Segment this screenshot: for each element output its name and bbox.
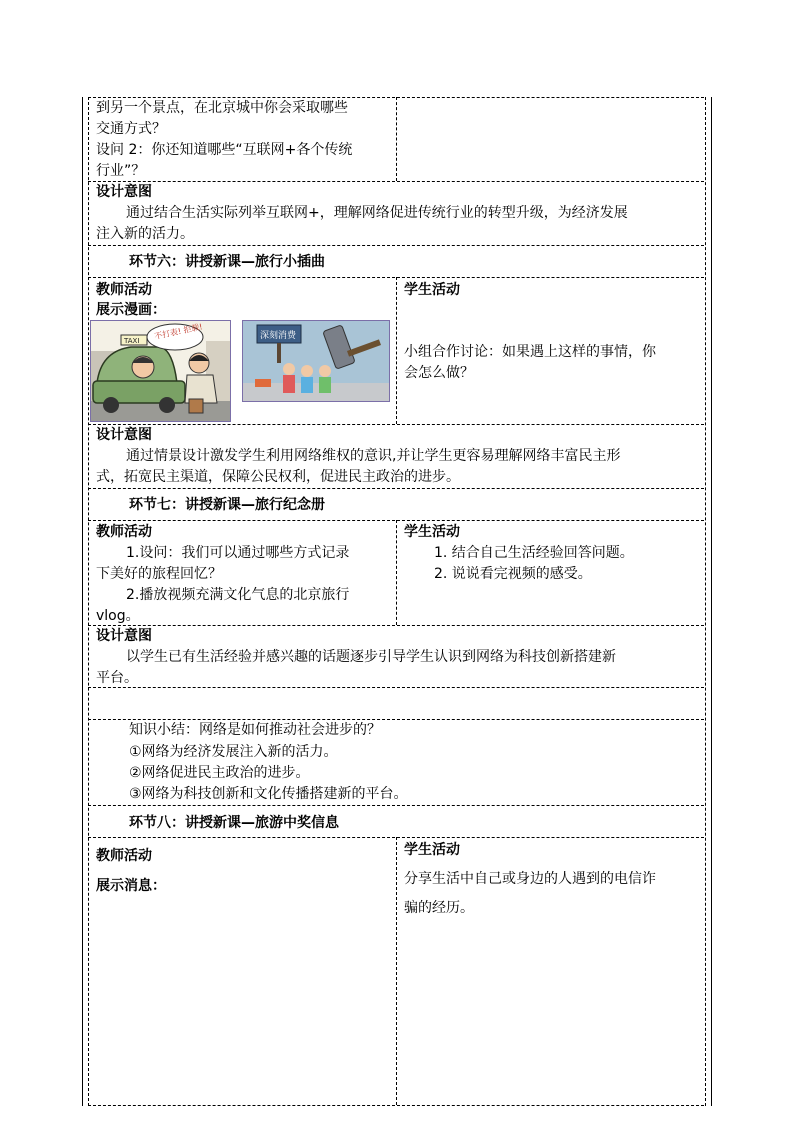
table-outer-border-right [711,97,712,1106]
design-intent-text: 以学生已有生活经验并感兴趣的话题逐步引导学生认识到网络为科技创新搭建新 [126,649,616,665]
knowledge-summary-text: ②网络促进民主政治的进步。 [129,765,310,781]
column-divider [396,520,397,625]
student-activity-heading: 学生活动 [404,524,460,540]
knowledge-summary-text: ①网络为经济发展注入新的活力。 [129,744,338,760]
student-activity-heading: 学生活动 [404,842,460,858]
row-divider [88,805,704,806]
teacher-activity-text: vlog。 [96,608,140,624]
teacher-activity-heading: 教师活动 [96,524,152,540]
show-comic-label: 展示漫画： [96,302,166,318]
teacher-activity-text: 下美好的旅程回忆？ [96,566,222,582]
student-activity-text: 小组合作讨论：如果遇上这样的事情，你 [404,344,656,360]
student-activity-item: 2. 说说看完视频的感受。 [434,566,592,582]
column-divider [396,277,397,424]
knowledge-summary-text: ③网络为科技创新和文化传播搭建新的平台。 [129,786,408,802]
student-activity-text: 会怎么做？ [404,365,474,381]
show-message-label: 展示消息： [96,878,166,894]
table-outer-border-left [82,97,83,1106]
question-text: 设问 2：你还知道哪些“互联网+各个传统 [96,142,353,158]
teacher-activity-text: 1.设问：我们可以通过哪些方式记录 [126,545,350,561]
question-text: 到另一个景点，在北京城中你会采取哪些 [96,100,348,116]
row-divider [88,424,704,425]
column-divider [396,837,397,1105]
row-divider [88,181,704,182]
taxi-comic-image [90,320,231,422]
design-intent-text: 平台。 [96,670,138,686]
row-divider [88,488,704,489]
student-activity-text: 分享生活中自己或身边的人遇到的电信诈 [404,871,656,887]
row-divider [88,625,704,626]
design-intent-heading: 设计意图 [96,427,152,443]
question-text: 交通方式？ [96,121,166,137]
consumer-rights-comic-image [242,320,390,402]
teacher-activity-text: 2.播放视频充满文化气息的北京旅行 [126,587,350,603]
row-divider [88,245,704,246]
section-title: 环节七：讲授新课—旅行纪念册 [129,497,325,513]
student-activity-text: 骗的经历。 [404,900,474,916]
row-divider [88,687,704,688]
design-intent-text: 式，拓宽民主渠道，保障公民权利，促进民主政治的进步。 [96,469,460,485]
taxi-comic-illustration [91,321,230,421]
comic-speech-text: 不打表! 拒载! [153,322,204,342]
comic-sign-text: 深刻消费 [260,331,297,341]
section-title: 环节八：讲授新课—旅游中奖信息 [129,815,339,831]
design-intent-text: 通过情景设计激发学生利用网络维权的意识,并让学生更容易理解网络丰富民主形 [126,448,621,464]
section-title: 环节六：讲授新课—旅行小插曲 [129,254,325,270]
design-intent-heading: 设计意图 [96,628,152,644]
teacher-activity-heading: 教师活动 [96,848,152,864]
knowledge-summary-text: 知识小结：网络是如何推动社会进步的？ [129,722,381,738]
row-divider [88,1105,704,1106]
consumer-rights-comic-illustration [243,321,389,401]
design-intent-text: 通过结合生活实际列举互联网+，理解网络促进传统行业的转型升级，为经济发展 [126,205,628,221]
column-divider [396,97,397,181]
student-activity-item: 1. 结合自己生活经验回答问题。 [434,545,634,561]
question-text: 行业”？ [96,163,146,179]
teacher-activity-heading: 教师活动 [96,282,152,298]
student-activity-heading: 学生活动 [404,282,460,298]
design-intent-heading: 设计意图 [96,184,152,200]
design-intent-text: 注入新的活力。 [96,226,194,242]
svg-text:TAXI: TAXI [124,337,140,345]
